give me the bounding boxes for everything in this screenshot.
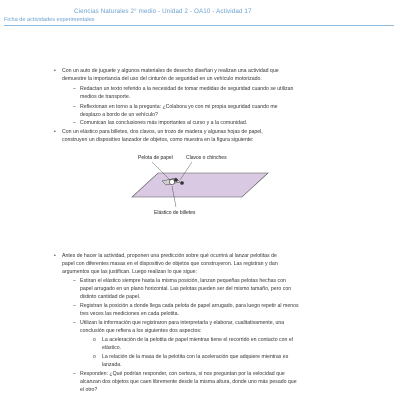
text-line: Redactan un texto referido a la necesidad de tomar medidas de seguridad cuando se utilizan	[80, 86, 294, 92]
text-line: Con un auto de juguete y algunos materiales de desecho diseñan y realizan una actividad que	[62, 68, 279, 74]
bullet-icon: •	[54, 68, 56, 74]
text-line: elástico.	[102, 345, 122, 351]
bullet-icon: •	[54, 253, 56, 259]
page-title: Ciencias Naturales 2° medio - Unidad 2 - OA10 - Actividad 17	[74, 8, 252, 15]
text-line: Estiran el elástico siempre hasta la misma posición, lanzan pequeñas pelotas hechas con	[80, 278, 286, 284]
sub-item-marker: o	[93, 337, 96, 343]
dash-icon: –	[73, 86, 76, 92]
header-divider	[4, 25, 394, 26]
text-line: papel arrugado en un plano horizontal. Las pelotas pueden ser del mismo tamaño, pero con	[80, 286, 292, 292]
text-line: Antes de hacer la actividad, proponen una predicción sobre qué ocurrirá al lanzar pelotitas de	[62, 253, 277, 259]
text-line: medios de transporte.	[80, 94, 131, 100]
text-line: distinto cantidad de papel.	[80, 294, 141, 300]
text-line: el otro?	[80, 387, 98, 393]
text-line: tres veces las mediciones en cada pelotita.	[80, 311, 179, 317]
text-line: demuestre la importancia del uso del cinturón de seguridad en un vehículo motorizado.	[62, 76, 262, 82]
label-paper-ball: Pelota de papel	[138, 155, 173, 161]
text-line: papel con diferentes masas en el dispositivo de objetos que construyeron. Las registran y dan	[62, 261, 278, 267]
text-line: desplazo a bordo de un vehículo?	[80, 112, 158, 118]
dash-icon: –	[73, 303, 76, 309]
text-line: Con un elástico para billetes, dos clavos, un trozo de madera y algunas hojas de papel,	[62, 129, 263, 135]
label-nails: Clavos o chinches	[186, 155, 227, 161]
text-line: conclusión que refiera a los siguientes dos aspectos:	[80, 328, 202, 334]
nail-icon	[180, 181, 184, 185]
sub-item-marker: o	[93, 354, 96, 360]
dash-icon: –	[73, 120, 76, 126]
text-line: construyen un dispositivo lanzador de objetos, como muestra en la figura siguiente:	[62, 137, 254, 143]
wood-board	[132, 173, 268, 197]
text-line: lanzada.	[102, 362, 122, 368]
text-line: argumentos que las justifican. Luego realizan lo que sigue:	[62, 269, 197, 275]
text-line: Comunican las conclusiones más importantes al curso y a la comunidad.	[80, 120, 248, 126]
text-line: Registran la posición a donde llega cada pelota de papel arrugado, para luego repetir al menos	[80, 303, 299, 309]
text-line: La aceleración de la pelotita de papel mientras tiene el recorrido en contacto con el	[102, 337, 293, 343]
text-line: alcanzan dos objetos que caen libremente desde la misma altura, donde uno más pesado que	[80, 379, 297, 385]
section-label: Ficha de actividades experimentales	[4, 17, 95, 23]
text-line: La relación de la masa de la pelotita con la aceleración que adquiere mientras es	[102, 354, 289, 360]
paper-ball	[169, 179, 174, 184]
dash-icon: –	[73, 104, 76, 110]
text-line: Responden: ¿Qué podrían responder, con certeza, si nos preguntan por la velocidad que	[80, 371, 285, 377]
dash-icon: –	[73, 278, 76, 284]
text-line: Utilizan la información que registraron para interpretarla y elaborar, cualitativamente, una	[80, 320, 285, 326]
text-line: Reflexionan en torno a la pregunta: ¿Colabora yo con mi propia seguridad cuando me	[80, 104, 278, 110]
label-rubber-band: Elástico de billetes	[154, 210, 196, 216]
dash-icon: –	[73, 371, 76, 377]
bullet-icon: •	[54, 129, 56, 135]
launcher-figure	[118, 151, 270, 223]
dash-icon: –	[73, 320, 76, 326]
